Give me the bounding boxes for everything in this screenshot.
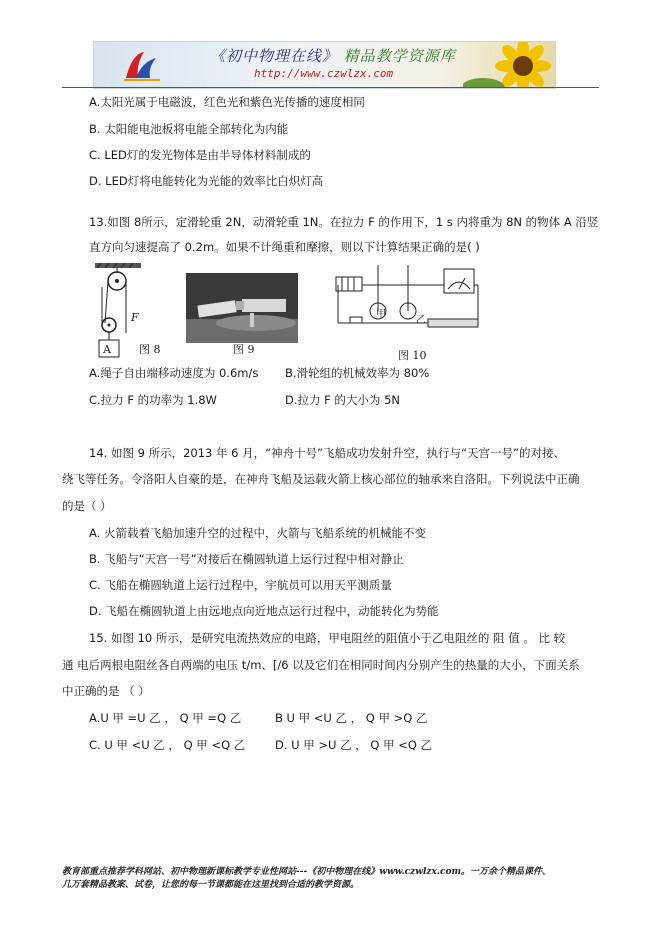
banner-url: http://www.czwlzx.com — [254, 67, 394, 80]
footer-line2: 几万套精品教案、试卷，让您的每一节课都能在这里找到合适的教学资源。 — [62, 880, 360, 890]
q15-option-b: B U 甲 <U 乙 ， Q 甲 >Q 乙 — [275, 711, 428, 725]
footer-line1: 教育部重点推荐学科网站、初中物理新课标教学专业性网站---《初中物理在线》www.czwlzx.com。一万余个精品课件、 — [62, 867, 552, 877]
site-logo-icon — [122, 50, 162, 82]
q13-option-a: A.绳子自由端移动速度为 0.6m/s — [89, 366, 259, 380]
fig10-label-yi: 乙 — [416, 315, 426, 326]
figure-10-circuit — [328, 263, 488, 343]
q14-option-a: A. 火箭载着飞船加速升空的过程中，火箭与飞船系统的机械能不变 — [89, 526, 426, 540]
q13-option-d: D.拉力 F 的大小为 5N — [285, 393, 401, 407]
fig8-force-label: F — [131, 311, 139, 324]
q13-stem-line1: 13.如图 8所示，定滑轮重 2N，动滑轮重 1N。在拉力 F 的作用下，1 s 内将重为 8N 的物体 A 沿竖 — [89, 215, 599, 229]
q13-stem-line2: 直方向匀速提高了 0.2m。如果不计绳重和摩擦，则以下计算结果正确的是( ) — [89, 240, 480, 254]
fig10-label-jia: 甲 — [376, 309, 386, 320]
fig9-caption: 图 9 — [233, 343, 255, 356]
q12-option-c: C. LED灯的发光物体是由半导体材料制成的 — [89, 148, 311, 162]
q14-stem-line3: 的是（ ） — [62, 499, 112, 513]
fig8-caption: 图 8 — [139, 343, 161, 356]
q12-option-a: A.太阳光属于电磁波，红色光和紫色光传播的速度相同 — [89, 95, 365, 109]
figures-row — [93, 263, 493, 363]
q15-option-d: D. U 甲 >U 乙 ， Q 甲 <Q 乙 — [275, 738, 433, 752]
q14-option-d: D. 飞船在椭圆轨道上由远地点向近地点运行过程中，动能转化为势能 — [89, 604, 439, 618]
q15-option-a: A.U 甲 =U 乙 ， Q 甲 =Q 乙 — [89, 711, 242, 725]
fig10-caption: 图 10 — [398, 349, 427, 362]
q15-stem-line1: 15. 如图 10 所示，是研究电流热效应的电路，甲电阻丝的阻值小于乙电阻丝的 阻 值 。 比 较 — [89, 631, 566, 645]
q13-option-b: B.滑轮组的机械效率为 80% — [285, 366, 430, 380]
q13-option-c: C.拉力 F 的功率为 1.8W — [89, 393, 217, 407]
banner-title: 《初中物理在线》 精品教学资源库 — [210, 47, 456, 65]
sunflower-icon — [463, 41, 556, 89]
q15-stem-line2: 通 电后两根电阻丝各自两端的电压 t/m、[/6 以及它们在相同时间内分别产生的热量的大小，下面关系 — [62, 658, 580, 672]
q12-option-b: B. 太阳能电池板将电能全部转化为内能 — [89, 122, 289, 136]
fig8-box-label: A — [103, 343, 111, 356]
figure-9-spacecraft-photo — [186, 273, 298, 343]
q14-stem-line1: 14. 如图 9 所示，2013 年 6 月，“神舟十号”飞船成功发射升空，执行与“天宫一号”的对接、 — [89, 446, 565, 460]
q14-stem-line2: 绕飞等任务。令洛阳人自豪的是，在神舟飞船及运载火箭上核心部位的轴承来自洛阳。下列说法中正确 — [62, 472, 580, 486]
header-rule — [62, 87, 599, 88]
header-banner — [93, 41, 556, 89]
q14-option-c: C. 飞船在椭圆轨道上运行过程中，宇航员可以用天平测质量 — [89, 578, 392, 592]
q12-option-d: D. LED灯将电能转化为光能的效率比白炽灯高 — [89, 174, 324, 188]
q14-option-b: B. 飞船与“天宫一号”对接后在椭圆轨道上运行过程中相对静止 — [89, 552, 404, 566]
q15-stem-line3: 中正确的是 （ ） — [62, 684, 150, 698]
q15-option-c: C. U 甲 <U 乙 ， Q 甲 <Q 乙 — [89, 738, 246, 752]
